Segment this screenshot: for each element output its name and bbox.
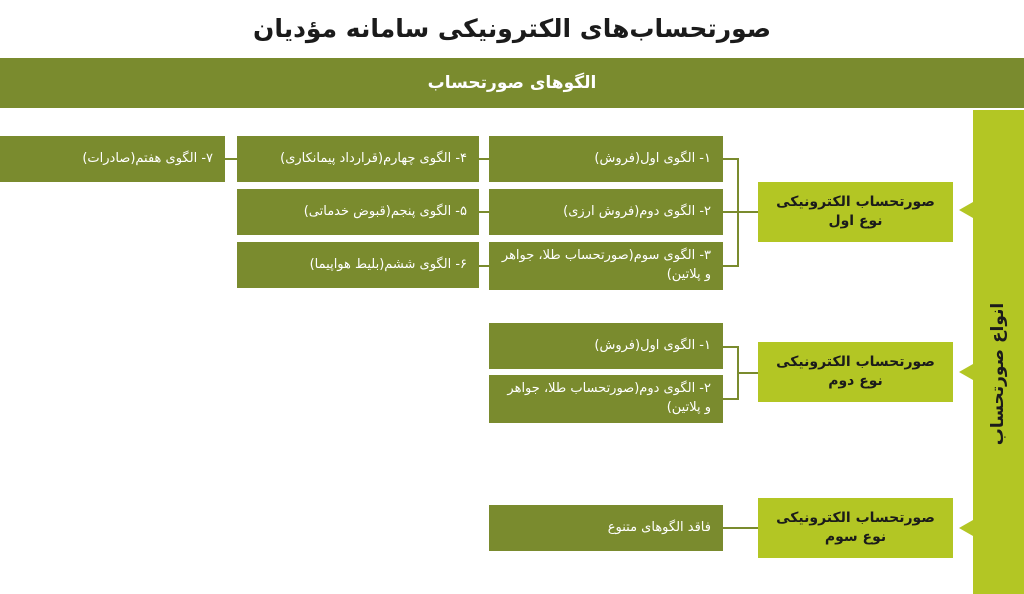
connector-line <box>737 211 758 213</box>
connector-line <box>479 211 489 213</box>
pattern-box: ۲- الگوی دوم(صورتحساب طلا، جواهر و پلاتین) <box>489 375 723 423</box>
category-type1: صورتحساب الکترونیکی نوع اول <box>758 182 953 242</box>
connector-line <box>479 158 489 160</box>
page-title: صورتحساب‌های الکترونیکی سامانه مؤدیان <box>252 13 772 43</box>
connector-line <box>479 265 489 267</box>
pattern-box: ۲- الگوی دوم(فروش ارزی) <box>489 189 723 235</box>
patterns-banner: الگوهای صورتحساب <box>0 58 1024 108</box>
pattern-box: فاقد الگوهای متنوع <box>489 505 723 551</box>
connector-line <box>225 158 237 160</box>
pattern-box: ۱- الگوی اول(فروش) <box>489 323 723 369</box>
invoice-types-label: انواع صورتحساب <box>988 302 1008 446</box>
pointer-arrow-type3 <box>959 520 973 536</box>
pattern-box: ۵- الگوی پنجم(قبوض خدماتی) <box>237 189 479 235</box>
pattern-box: ۶- الگوی ششم(بلیط هواپیما) <box>237 242 479 288</box>
pattern-box: ۴- الگوی چهارم(قرارداد پیمانکاری) <box>237 136 479 182</box>
category-type2: صورتحساب الکترونیکی نوع دوم <box>758 342 953 402</box>
pattern-box: ۳- الگوی سوم(صورتحساب طلا، جواهر و پلاتین) <box>489 242 723 290</box>
category-type3: صورتحساب الکترونیکی نوع سوم <box>758 498 953 558</box>
pointer-arrow-type1 <box>959 202 973 218</box>
pattern-box: ۱- الگوی اول(فروش) <box>489 136 723 182</box>
connector-line <box>737 372 758 374</box>
pattern-box: ۷- الگوی هفتم(صادرات) <box>0 136 225 182</box>
pointer-arrow-type2 <box>959 364 973 380</box>
connector-line <box>723 527 758 529</box>
